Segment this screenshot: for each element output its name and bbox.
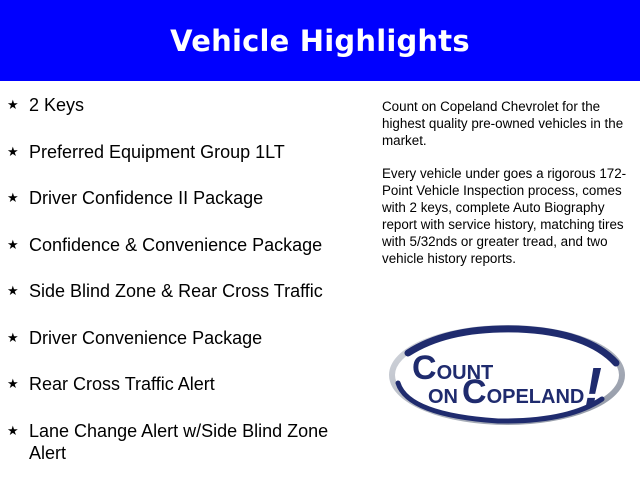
logo-line2: ON COPELAND [428,373,585,411]
page-title: Vehicle Highlights [170,23,470,58]
list-item: ★ Preferred Equipment Group 1LT [7,141,285,162]
star-icon: ★ [7,97,19,112]
list-item: ★ 2 Keys [7,95,85,115]
highlights-list [6,94,356,488]
header-banner [0,0,640,81]
list-item: ★ Side Blind Zone & Rear Cross Traffic [7,281,323,301]
count-on-copeland-logo [388,323,626,427]
star-icon: ★ [7,376,19,391]
list-item: ★ Confidence & Convenience Package [7,234,323,255]
logo-line1: COUNT [412,349,494,387]
list-item: ★ Rear Cross Traffic Alert [7,374,215,394]
star-icon: ★ [7,190,19,205]
star-icon: ★ [7,329,19,345]
star-icon: ★ [7,236,19,252]
blurb-paragraph-2: Every vehicle under goes a rigorous 172-Point Vehicle Inspection process, comes with 2 keys, complete Auto Biography report with service history, matching tires with 5/32nds or greater tread, and two vehicle history reports. [382,166,627,266]
list-item: ★ Lane Change Alert w/Side Blind Zone Alert [7,420,329,463]
logo-exclamation: ! [584,357,602,417]
star-icon: ★ [7,143,19,159]
list-item: ★ Driver Confidence II Package [7,188,264,208]
blurb-paragraph-1: Count on Copeland Chevrolet for the highest quality pre-owned vehicles in the market. [382,99,624,148]
star-icon: ★ [7,422,19,438]
star-icon: ★ [7,283,19,298]
dealer-blurb [382,98,628,283]
list-item: ★ Driver Convenience Package [7,327,263,348]
